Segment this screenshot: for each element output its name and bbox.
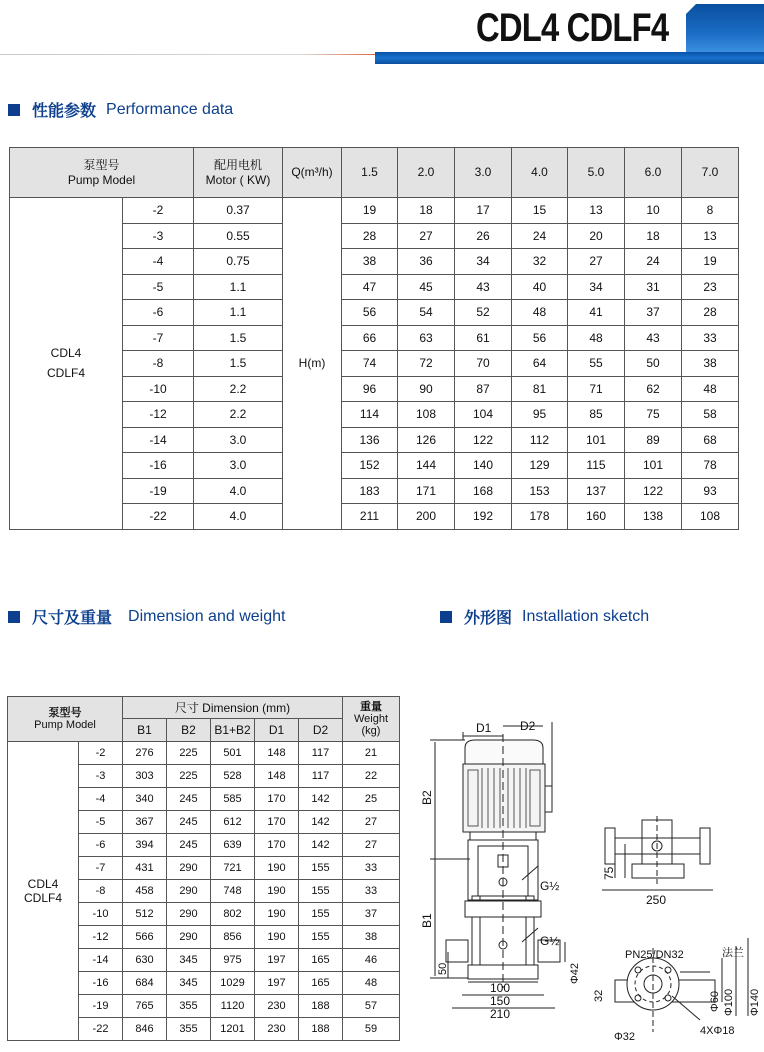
weight-cell: 27 bbox=[343, 834, 400, 857]
dimension-value-cell: 721 bbox=[211, 857, 255, 880]
dim-label-100: 100 bbox=[490, 981, 511, 995]
head-value-cell: 34 bbox=[455, 249, 512, 275]
model-cell: -5 bbox=[79, 811, 123, 834]
motor-cell: 1.5 bbox=[194, 325, 283, 351]
head-value-cell: 13 bbox=[568, 198, 625, 224]
section-title-en: Dimension and weight bbox=[128, 607, 286, 625]
head-value-cell: 38 bbox=[682, 351, 739, 377]
head-value-cell: 61 bbox=[455, 325, 512, 351]
head-value-cell: 50 bbox=[625, 351, 682, 377]
dimension-value-cell: 290 bbox=[167, 857, 211, 880]
head-value-cell: 8 bbox=[682, 198, 739, 224]
dimension-table bbox=[7, 696, 400, 1041]
dimension-value-cell: 639 bbox=[211, 834, 255, 857]
head-value-cell: 74 bbox=[342, 351, 398, 377]
dimension-value-cell: 528 bbox=[211, 765, 255, 788]
dimension-value-cell: 458 bbox=[123, 880, 167, 903]
dimension-value-cell: 245 bbox=[167, 788, 211, 811]
section-title-cn: 性能参数 bbox=[32, 103, 97, 120]
dimension-value-cell: 170 bbox=[255, 834, 299, 857]
head-value-cell: 70 bbox=[455, 351, 512, 377]
head-value-cell: 62 bbox=[625, 376, 682, 402]
head-value-cell: 178 bbox=[512, 504, 568, 530]
header-rule bbox=[0, 54, 378, 55]
pump-side-view bbox=[602, 816, 713, 890]
head-value-cell: 24 bbox=[512, 223, 568, 249]
head-value-cell: 15 bbox=[512, 198, 568, 224]
series-name-cell bbox=[8, 742, 79, 1041]
head-value-cell: 101 bbox=[625, 453, 682, 479]
head-value-cell: 115 bbox=[568, 453, 625, 479]
head-value-cell: 56 bbox=[342, 300, 398, 326]
head-value-cell: 68 bbox=[682, 427, 739, 453]
weight-cell: 48 bbox=[343, 972, 400, 995]
dimension-value-cell: 165 bbox=[299, 972, 343, 995]
head-value-cell: 137 bbox=[568, 478, 625, 504]
model-cell: -3 bbox=[123, 223, 194, 249]
motor-cell: 1.5 bbox=[194, 351, 283, 377]
head-value-cell: 40 bbox=[512, 274, 568, 300]
head-value-cell: 192 bbox=[455, 504, 512, 530]
head-value-cell: 37 bbox=[625, 300, 682, 326]
flow-header: Q(m³/h) bbox=[283, 148, 342, 198]
head-value-cell: 200 bbox=[398, 504, 455, 530]
dim-label-150: 150 bbox=[490, 994, 511, 1008]
motor-cell: 0.55 bbox=[194, 223, 283, 249]
head-value-cell: 89 bbox=[625, 427, 682, 453]
head-value-cell: 43 bbox=[455, 274, 512, 300]
weight-cell: 27 bbox=[343, 811, 400, 834]
model-cell: -14 bbox=[123, 427, 194, 453]
dimension-value-cell: 190 bbox=[255, 926, 299, 949]
model-cell: -12 bbox=[79, 926, 123, 949]
dimension-value-cell: 1201 bbox=[211, 1018, 255, 1041]
head-value-cell: 101 bbox=[568, 427, 625, 453]
head-value-cell: 72 bbox=[398, 351, 455, 377]
head-value-cell: 28 bbox=[342, 223, 398, 249]
dimension-value-cell: 225 bbox=[167, 742, 211, 765]
head-value-cell: 32 bbox=[512, 249, 568, 275]
dimension-value-cell: 802 bbox=[211, 903, 255, 926]
head-value-cell: 19 bbox=[682, 249, 739, 275]
dimension-value-cell: 165 bbox=[299, 949, 343, 972]
model-cell: -12 bbox=[123, 402, 194, 428]
motor-header bbox=[194, 148, 283, 198]
head-value-cell: 27 bbox=[568, 249, 625, 275]
flow-col-header: 6.0 bbox=[625, 148, 682, 198]
dim-label-d2: D2 bbox=[520, 720, 536, 733]
dimension-row bbox=[8, 742, 400, 765]
model-cell: -16 bbox=[79, 972, 123, 995]
performance-row bbox=[10, 198, 739, 224]
head-value-cell: 122 bbox=[455, 427, 512, 453]
model-cell: -10 bbox=[123, 376, 194, 402]
head-value-cell: 19 bbox=[342, 198, 398, 224]
section-title-en: Performance data bbox=[106, 100, 234, 118]
head-value-cell: 66 bbox=[342, 325, 398, 351]
dim-label-d1: D1 bbox=[476, 721, 492, 735]
dimension-value-cell: 431 bbox=[123, 857, 167, 880]
head-value-cell: 20 bbox=[568, 223, 625, 249]
header-accent-bar bbox=[375, 52, 764, 64]
motor-cell: 2.2 bbox=[194, 376, 283, 402]
motor-cell: 4.0 bbox=[194, 478, 283, 504]
performance-table bbox=[9, 147, 739, 530]
head-value-cell: 152 bbox=[342, 453, 398, 479]
model-header-en: Pump Model bbox=[67, 172, 136, 187]
head-value-cell: 63 bbox=[398, 325, 455, 351]
dim-col-header: B1+B2 bbox=[211, 719, 255, 742]
pump-model-header bbox=[8, 697, 123, 742]
head-value-cell: 112 bbox=[512, 427, 568, 453]
dim-label-75: 75 bbox=[602, 866, 616, 880]
motor-cell: 0.37 bbox=[194, 198, 283, 224]
dimension-value-cell: 142 bbox=[299, 834, 343, 857]
flow-col-header: 1.5 bbox=[342, 148, 398, 198]
head-value-cell: 27 bbox=[398, 223, 455, 249]
installation-sketch bbox=[410, 720, 764, 1052]
dimension-value-cell: 367 bbox=[123, 811, 167, 834]
dimension-value-cell: 197 bbox=[255, 949, 299, 972]
head-value-cell: 43 bbox=[625, 325, 682, 351]
dim-label-phi32: Φ32 bbox=[614, 1031, 636, 1043]
head-value-cell: 23 bbox=[682, 274, 739, 300]
model-cell: -10 bbox=[79, 903, 123, 926]
motor-cell: 4.0 bbox=[194, 504, 283, 530]
weight-cell: 57 bbox=[343, 995, 400, 1018]
dimension-value-cell: 684 bbox=[123, 972, 167, 995]
head-value-cell: 38 bbox=[342, 249, 398, 275]
dimension-value-cell: 117 bbox=[299, 765, 343, 788]
head-label-cell: H(m) bbox=[283, 198, 342, 530]
head-value-cell: 52 bbox=[455, 300, 512, 326]
dimension-section-title bbox=[8, 605, 285, 628]
dimension-value-cell: 276 bbox=[123, 742, 167, 765]
head-value-cell: 171 bbox=[398, 478, 455, 504]
model-header-en: Pump Model bbox=[34, 719, 96, 731]
dimension-value-cell: 197 bbox=[255, 972, 299, 995]
weight-cell: 33 bbox=[343, 857, 400, 880]
flow-col-header: 5.0 bbox=[568, 148, 625, 198]
section-bullet-icon bbox=[8, 104, 20, 116]
head-value-cell: 108 bbox=[682, 504, 739, 530]
head-value-cell: 45 bbox=[398, 274, 455, 300]
dimension-value-cell: 566 bbox=[123, 926, 167, 949]
model-cell: -2 bbox=[79, 742, 123, 765]
weight-header-cn: 重量 bbox=[360, 701, 382, 713]
weight-cell: 46 bbox=[343, 949, 400, 972]
page-title: CDL4 CDLF4 bbox=[476, 6, 669, 50]
dimension-value-cell: 612 bbox=[211, 811, 255, 834]
head-value-cell: 41 bbox=[568, 300, 625, 326]
head-value-cell: 136 bbox=[342, 427, 398, 453]
dimension-value-cell: 856 bbox=[211, 926, 255, 949]
flange-spec-label: PN25/DN32 bbox=[625, 949, 684, 961]
head-value-cell: 144 bbox=[398, 453, 455, 479]
dimension-value-cell: 245 bbox=[167, 811, 211, 834]
flow-col-header: 7.0 bbox=[682, 148, 739, 198]
dimension-value-cell: 190 bbox=[255, 903, 299, 926]
model-cell: -3 bbox=[79, 765, 123, 788]
dimension-value-cell: 230 bbox=[255, 1018, 299, 1041]
head-value-cell: 48 bbox=[512, 300, 568, 326]
model-cell: -22 bbox=[79, 1018, 123, 1041]
head-value-cell: 93 bbox=[682, 478, 739, 504]
motor-header-cn: 配用电机 bbox=[213, 157, 262, 172]
motor-cell: 2.2 bbox=[194, 402, 283, 428]
dimension-value-cell: 290 bbox=[167, 903, 211, 926]
head-value-cell: 168 bbox=[455, 478, 512, 504]
series-name: CDL4 bbox=[27, 877, 59, 891]
dimension-value-cell: 170 bbox=[255, 788, 299, 811]
head-value-cell: 138 bbox=[625, 504, 682, 530]
performance-section-title bbox=[8, 98, 233, 121]
dimension-value-cell: 188 bbox=[299, 995, 343, 1018]
head-value-cell: 122 bbox=[625, 478, 682, 504]
head-value-cell: 18 bbox=[625, 223, 682, 249]
dim-col-header: D1 bbox=[255, 719, 299, 742]
dimension-value-cell: 117 bbox=[299, 742, 343, 765]
head-value-cell: 104 bbox=[455, 402, 512, 428]
dimension-value-cell: 765 bbox=[123, 995, 167, 1018]
dimension-value-cell: 188 bbox=[299, 1018, 343, 1041]
dimension-value-cell: 155 bbox=[299, 880, 343, 903]
dimension-value-cell: 142 bbox=[299, 788, 343, 811]
dim-label-b2: B2 bbox=[420, 790, 434, 805]
dimension-value-cell: 190 bbox=[255, 880, 299, 903]
head-value-cell: 55 bbox=[568, 351, 625, 377]
dim-label-32: 32 bbox=[593, 989, 605, 1002]
model-cell: -14 bbox=[79, 949, 123, 972]
dim-col-header: B1 bbox=[123, 719, 167, 742]
motor-cell: 3.0 bbox=[194, 453, 283, 479]
dimension-value-cell: 355 bbox=[167, 1018, 211, 1041]
dimension-value-cell: 345 bbox=[167, 949, 211, 972]
head-value-cell: 56 bbox=[512, 325, 568, 351]
dim-label-phi100: Φ100 bbox=[723, 988, 735, 1016]
head-value-cell: 75 bbox=[625, 402, 682, 428]
dimension-value-cell: 190 bbox=[255, 857, 299, 880]
dimension-value-cell: 155 bbox=[299, 926, 343, 949]
dimension-value-cell: 303 bbox=[123, 765, 167, 788]
head-value-cell: 17 bbox=[455, 198, 512, 224]
head-value-cell: 36 bbox=[398, 249, 455, 275]
head-value-cell: 153 bbox=[512, 478, 568, 504]
model-cell: -6 bbox=[79, 834, 123, 857]
head-value-cell: 96 bbox=[342, 376, 398, 402]
header-accent-block bbox=[686, 4, 764, 52]
sketch-section-title bbox=[440, 605, 649, 628]
head-value-cell: 13 bbox=[682, 223, 739, 249]
dimension-header-row bbox=[8, 697, 400, 719]
head-value-cell: 140 bbox=[455, 453, 512, 479]
head-value-cell: 211 bbox=[342, 504, 398, 530]
dimension-value-cell: 225 bbox=[167, 765, 211, 788]
weight-cell: 33 bbox=[343, 880, 400, 903]
dimension-value-cell: 340 bbox=[123, 788, 167, 811]
dimension-value-cell: 1120 bbox=[211, 995, 255, 1018]
flow-col-header: 3.0 bbox=[455, 148, 512, 198]
weight-header bbox=[343, 697, 400, 742]
model-cell: -8 bbox=[123, 351, 194, 377]
section-bullet-icon bbox=[8, 611, 20, 623]
section-title-en: Installation sketch bbox=[522, 607, 650, 625]
motor-cell: 0.75 bbox=[194, 249, 283, 275]
head-value-cell: 33 bbox=[682, 325, 739, 351]
head-value-cell: 85 bbox=[568, 402, 625, 428]
port-label-upper: G½ bbox=[540, 879, 560, 893]
model-cell: -6 bbox=[123, 300, 194, 326]
dimension-value-cell: 148 bbox=[255, 765, 299, 788]
dim-col-header: B2 bbox=[167, 719, 211, 742]
head-value-cell: 31 bbox=[625, 274, 682, 300]
dim-label-50: 50 bbox=[437, 962, 449, 975]
dim-label-b1: B1 bbox=[420, 913, 434, 928]
dim-label-phi140: Φ140 bbox=[749, 988, 761, 1016]
model-cell: -7 bbox=[123, 325, 194, 351]
dim-label-210: 210 bbox=[490, 1007, 511, 1021]
dimension-value-cell: 975 bbox=[211, 949, 255, 972]
head-value-cell: 48 bbox=[568, 325, 625, 351]
head-value-cell: 28 bbox=[682, 300, 739, 326]
model-cell: -5 bbox=[123, 274, 194, 300]
model-cell: -2 bbox=[123, 198, 194, 224]
head-value-cell: 183 bbox=[342, 478, 398, 504]
model-cell: -19 bbox=[79, 995, 123, 1018]
head-value-cell: 90 bbox=[398, 376, 455, 402]
dimension-value-cell: 846 bbox=[123, 1018, 167, 1041]
head-value-cell: 64 bbox=[512, 351, 568, 377]
weight-cell: 59 bbox=[343, 1018, 400, 1041]
model-header-cn: 泵型号 bbox=[83, 157, 120, 172]
motor-cell: 1.1 bbox=[194, 274, 283, 300]
series-name-cell bbox=[10, 198, 123, 530]
dimension-value-cell: 290 bbox=[167, 926, 211, 949]
head-value-cell: 129 bbox=[512, 453, 568, 479]
weight-cell: 37 bbox=[343, 903, 400, 926]
dimension-value-cell: 394 bbox=[123, 834, 167, 857]
model-cell: -8 bbox=[79, 880, 123, 903]
dimension-value-cell: 148 bbox=[255, 742, 299, 765]
model-cell: -19 bbox=[123, 478, 194, 504]
model-cell: -16 bbox=[123, 453, 194, 479]
pump-front-view bbox=[446, 734, 560, 988]
dimension-value-cell: 170 bbox=[255, 811, 299, 834]
port-label-lower: G½ bbox=[540, 934, 560, 948]
weight-cell: 38 bbox=[343, 926, 400, 949]
head-value-cell: 34 bbox=[568, 274, 625, 300]
model-cell: -22 bbox=[123, 504, 194, 530]
flow-col-header: 4.0 bbox=[512, 148, 568, 198]
head-value-cell: 71 bbox=[568, 376, 625, 402]
dim-col-header: D2 bbox=[299, 719, 343, 742]
dimension-value-cell: 290 bbox=[167, 880, 211, 903]
flange-cn-label: 法兰 bbox=[722, 947, 744, 959]
head-value-cell: 87 bbox=[455, 376, 512, 402]
head-value-cell: 81 bbox=[512, 376, 568, 402]
dimension-value-cell: 245 bbox=[167, 834, 211, 857]
head-value-cell: 18 bbox=[398, 198, 455, 224]
dimension-value-cell: 142 bbox=[299, 811, 343, 834]
head-value-cell: 26 bbox=[455, 223, 512, 249]
dimension-value-cell: 512 bbox=[123, 903, 167, 926]
performance-header-row bbox=[10, 148, 739, 198]
dimension-value-cell: 1029 bbox=[211, 972, 255, 995]
weight-cell: 25 bbox=[343, 788, 400, 811]
dimension-value-cell: 501 bbox=[211, 742, 255, 765]
weight-header-en: Weight bbox=[353, 713, 389, 725]
series-name: CDLF4 bbox=[23, 891, 62, 905]
model-header-cn: 泵型号 bbox=[48, 707, 82, 719]
flow-col-header: 2.0 bbox=[398, 148, 455, 198]
weight-cell: 21 bbox=[343, 742, 400, 765]
dimension-group-header: 尺寸 Dimension (mm) bbox=[123, 697, 343, 719]
head-value-cell: 10 bbox=[625, 198, 682, 224]
model-cell: -4 bbox=[79, 788, 123, 811]
series-name: CDL4 bbox=[50, 346, 82, 361]
head-value-cell: 58 bbox=[682, 402, 739, 428]
pump-model-header bbox=[10, 148, 194, 198]
dim-label-phi42: Φ42 bbox=[569, 962, 581, 984]
dimension-value-cell: 355 bbox=[167, 995, 211, 1018]
section-bullet-icon bbox=[440, 611, 452, 623]
section-title-cn: 外形图 bbox=[464, 610, 513, 627]
head-value-cell: 126 bbox=[398, 427, 455, 453]
dimension-value-cell: 230 bbox=[255, 995, 299, 1018]
weight-cell: 22 bbox=[343, 765, 400, 788]
head-value-cell: 114 bbox=[342, 402, 398, 428]
head-value-cell: 78 bbox=[682, 453, 739, 479]
motor-cell: 3.0 bbox=[194, 427, 283, 453]
section-title-cn: 尺寸及重量 bbox=[32, 610, 113, 627]
dimension-value-cell: 585 bbox=[211, 788, 255, 811]
dim-label-250: 250 bbox=[646, 893, 667, 907]
head-value-cell: 24 bbox=[625, 249, 682, 275]
dimension-value-cell: 748 bbox=[211, 880, 255, 903]
dimension-value-cell: 345 bbox=[167, 972, 211, 995]
series-name: CDLF4 bbox=[46, 366, 85, 381]
head-value-cell: 48 bbox=[682, 376, 739, 402]
weight-header-unit: (kg) bbox=[361, 725, 381, 737]
dim-label-phi60: Φ60 bbox=[709, 990, 721, 1012]
head-value-cell: 47 bbox=[342, 274, 398, 300]
model-cell: -4 bbox=[123, 249, 194, 275]
motor-header-en: Motor ( KW) bbox=[205, 172, 271, 187]
head-value-cell: 160 bbox=[568, 504, 625, 530]
dimension-value-cell: 155 bbox=[299, 857, 343, 880]
model-cell: -7 bbox=[79, 857, 123, 880]
head-value-cell: 54 bbox=[398, 300, 455, 326]
bolt-label: 4XΦ18 bbox=[700, 1025, 735, 1037]
head-value-cell: 95 bbox=[512, 402, 568, 428]
dimension-value-cell: 155 bbox=[299, 903, 343, 926]
dimension-value-cell: 630 bbox=[123, 949, 167, 972]
head-value-cell: 108 bbox=[398, 402, 455, 428]
motor-cell: 1.1 bbox=[194, 300, 283, 326]
